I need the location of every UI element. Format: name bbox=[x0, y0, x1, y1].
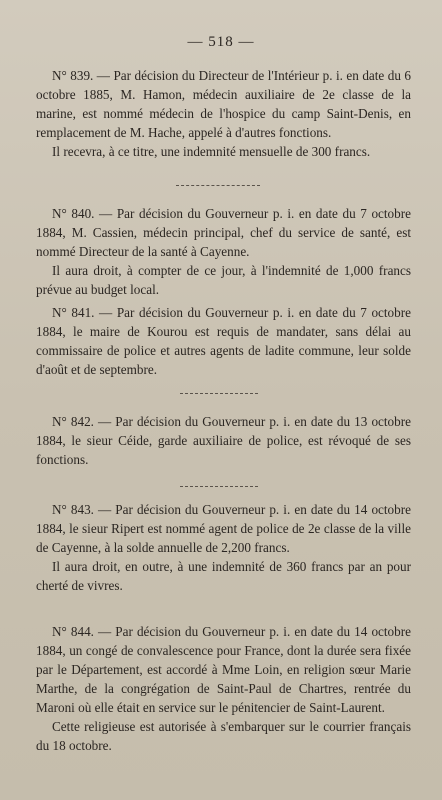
decision-843 bbox=[36, 500, 411, 595]
decision-840-indemnity: Il aura droit, à compter de ce jour, à l'indemnité de 1,000 francs prévue au budget local. bbox=[36, 263, 411, 297]
decision-839-text: N° 839. — Par décision du Directeur de l'Intérieur p. i. en date du 6 octobre 1885, M. Hamon, médecin auxiliaire de 2e classe de la marine, est nommé médecin de l'hospice du camp Saint-Denis, en remplacement de M. Hache, appelé à d'autres fonctions. bbox=[36, 68, 411, 140]
decision-844-text: N° 844. — Par décision du Gouverneur p. i. en date du 14 octobre 1884, un congé de convalescence pour France, dont la durée sera fixée par le Département, est accordé à Mme Loin, en religion sœur Marie Marthe, de la congrégation de Saint-Paul de Chartres, rentrée du Maroni où elle était en service sur le pénitencier de Saint-Laurent. bbox=[36, 624, 411, 715]
decision-842 bbox=[36, 412, 411, 469]
decision-839 bbox=[36, 66, 411, 161]
decision-842-text: N° 842. — Par décision du Gouverneur p. i. en date du 13 octobre 1884, le sieur Céide, garde auxiliaire de police, est révoqué de ses fonctions. bbox=[36, 414, 411, 467]
decision-840 bbox=[36, 204, 411, 299]
separator-rule bbox=[180, 486, 258, 487]
decision-840-text: N° 840. — Par décision du Gouverneur p. i. en date du 7 octobre 1884, M. Cassien, médecin principal, chef du service de santé, est nommé Directeur de la santé à Cayenne. bbox=[36, 206, 411, 259]
decision-843-indemnity: Il aura droit, en outre, à une indemnité de 360 francs par an pour cherté de vivres. bbox=[36, 559, 411, 593]
page-number: — 518 — bbox=[187, 34, 255, 50]
decision-844-authorization: Cette religieuse est autorisée à s'embarquer sur le courrier français du 18 octobre. bbox=[36, 719, 411, 753]
decision-841 bbox=[36, 303, 411, 379]
separator-rule bbox=[176, 185, 260, 186]
decision-843-text: N° 843. — Par décision du Gouverneur p. i. en date du 14 octobre 1884, le sieur Ripert est nommé agent de police de 2e classe de la ville de Cayenne, à la solde annuelle de 2,200 francs. bbox=[36, 502, 411, 555]
separator-rule bbox=[180, 393, 258, 394]
decision-839-indemnity: Il recevra, à ce titre, une indemnité mensuelle de 300 francs. bbox=[52, 144, 371, 159]
decision-844 bbox=[36, 622, 411, 755]
decision-841-text: N° 841. — Par décision du Gouverneur p. i. en date du 7 octobre 1884, le maire de Kourou est requis de mandater, sans délai au commissaire de police et autres agents de ladite commune, leur solde d'août et de septembre. bbox=[36, 305, 411, 377]
